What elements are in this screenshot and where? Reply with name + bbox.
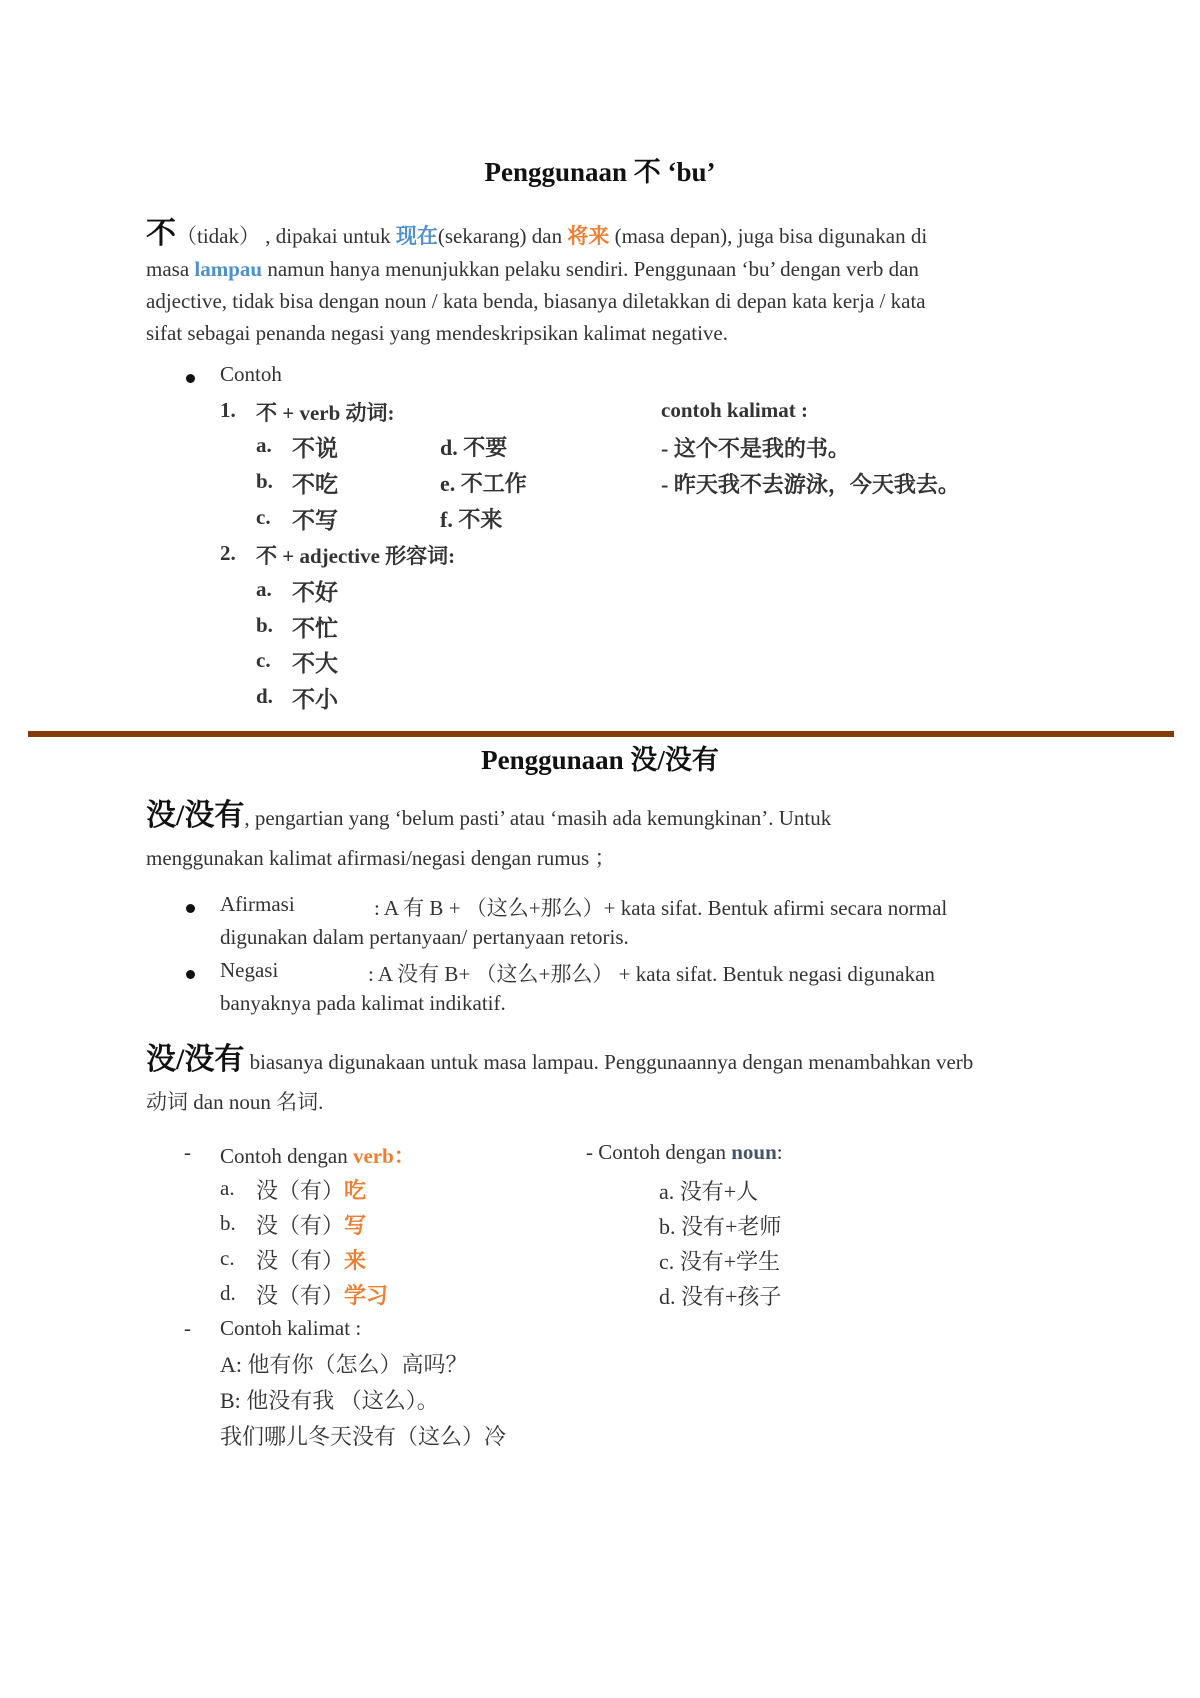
section2-title: Penggunaan 没/没有: [481, 745, 719, 775]
section-divider: [28, 731, 1174, 737]
verb-letter-b: b.: [220, 1211, 236, 1235]
verb-word: 吃: [344, 1178, 367, 1203]
intro-line-3: adjective, tidak bisa dengan noun / kata benda, biasanya diletakkan di depan kata kerja / kata: [146, 289, 926, 313]
usage-text-1: biasanya digunakaan untuk masa lampau. Penggunaannya dengan menambahkan verb: [244, 1050, 974, 1074]
list1-letter-a: a.: [256, 433, 272, 457]
verb-keyword: verb: [352, 1144, 394, 1168]
intro-text-5: namun hanya menunjukkan pelaku sendiri. Penggunaan ‘bu’ dengan verb dan: [262, 257, 919, 281]
intro-line-4: sifat sebagai penanda negasi yang mendeskripsikan kalimat negative.: [146, 321, 728, 345]
negasi-rule: : A 没有 B+ （这么+那么） + kata sifat. Bentuk negasi digunakan: [368, 962, 935, 986]
negasi-label: Negasi: [220, 958, 279, 982]
verb-prefix: 没（有）: [256, 1283, 345, 1308]
future-zh: 将来: [567, 224, 610, 248]
list2-letter-b: b.: [256, 613, 273, 637]
list1-item-c: 不写: [292, 508, 338, 533]
list1-num: 1.: [220, 398, 236, 422]
noun-item-b: b. 没有+老师: [659, 1214, 782, 1239]
s2-intro-line-2: menggunakan kalimat afirmasi/negasi dengan rumus ；: [146, 846, 616, 870]
verb-item-d: [256, 1279, 388, 1310]
contoh-bullet: Contoh: [220, 362, 282, 386]
noun-label: - Contoh dengan: [586, 1140, 732, 1164]
s2-intro-text-1: , pengartian yang ‘belum pasti’ atau ‘masih ada kemungkinan’. Untuk: [244, 806, 832, 830]
verb-item-b: [256, 1209, 366, 1240]
list2-item-d: 不小: [292, 687, 338, 712]
verb-item-a: [256, 1174, 366, 1205]
list1-item-e: e. 不工作: [440, 471, 527, 496]
intro-line-2: [146, 253, 919, 285]
list2-letter-d: d.: [256, 684, 273, 708]
verb-letter-a: a.: [220, 1176, 235, 1200]
example-heading: contoh kalimat :: [661, 398, 808, 422]
intro-line-1: [146, 218, 927, 252]
verb-prefix: 没（有）: [256, 1178, 345, 1203]
sentences-heading: Contoh kalimat :: [220, 1316, 362, 1340]
noun-item-c: c. 没有+学生: [659, 1249, 781, 1274]
list2-num: 2.: [220, 541, 236, 565]
list1-letter-b: b.: [256, 469, 273, 493]
example-sentence-1: - 这个不是我的书。: [661, 436, 850, 461]
list1-item-b: 不吃: [292, 472, 338, 497]
verb-colon: ：: [393, 1144, 415, 1168]
list1-item-d: d. 不要: [440, 435, 508, 460]
list2-letter-c: c.: [256, 648, 271, 672]
past-word: lampau: [194, 257, 263, 281]
list1-item-f: f. 不来: [440, 507, 503, 532]
intro-text-1: （tidak） , dipakai untuk: [176, 224, 396, 248]
verb-word: 来: [344, 1248, 367, 1273]
usage-line-2: 动词 dan noun 名词.: [146, 1090, 324, 1114]
noun-keyword: noun: [731, 1140, 777, 1164]
intro-text-4: masa: [146, 257, 195, 281]
verb-label: Contoh dengan: [220, 1144, 353, 1168]
list2-item-b: 不忙: [292, 616, 338, 641]
list1-heading: 不 + verb 动词:: [256, 401, 395, 425]
sentences-dash: -: [184, 1316, 191, 1340]
mei-char: 没/没有: [146, 799, 245, 832]
bu-char: 不: [146, 217, 176, 250]
verb-examples-heading: [220, 1140, 415, 1170]
verb-letter-c: c.: [220, 1246, 235, 1270]
bullet-icon: [186, 374, 195, 383]
noun-examples-heading: [586, 1140, 783, 1165]
sentence-line-3: 我们哪儿冬天没有（这么）冷: [220, 1424, 507, 1449]
usage-line-1: [146, 1044, 973, 1078]
verb-word: 写: [344, 1213, 367, 1238]
verb-item-c: [256, 1244, 366, 1275]
verb-prefix: 没（有）: [256, 1248, 345, 1273]
verb-word: 学习: [344, 1283, 389, 1308]
bullet-icon: [186, 904, 195, 913]
bullet-icon: [186, 970, 195, 979]
mei-char-2: 没/没有: [146, 1043, 245, 1076]
afirmasi-rule: : A 有 B + （这么+那么）+ kata sifat. Bentuk afirmi secara normal: [374, 896, 948, 920]
negasi-line-2: banyaknya pada kalimat indikatif.: [220, 991, 506, 1015]
verb-prefix: 没（有）: [256, 1213, 345, 1238]
afirmasi-label: Afirmasi: [220, 892, 295, 916]
example-sentence-2: - 昨天我不去游泳，今天我去。: [661, 472, 960, 497]
s2-intro-line-1: [146, 800, 831, 834]
list2-heading: 不 + adjective 形容词:: [256, 544, 456, 568]
verb-letter-d: d.: [220, 1281, 236, 1305]
section1-title: Penggunaan 不 ‘bu’: [484, 157, 716, 187]
list2-item-a: 不好: [292, 580, 338, 605]
noun-colon: :: [776, 1140, 783, 1164]
now-zh: 现在: [395, 224, 438, 248]
list1-letter-c: c.: [256, 505, 271, 529]
afirmasi-line-2: digunakan dalam pertanyaan/ pertanyaan retoris.: [220, 925, 629, 949]
list2-letter-a: a.: [256, 577, 272, 601]
verb-dash: -: [184, 1140, 191, 1164]
intro-text-2: (sekarang) dan: [437, 224, 568, 248]
noun-item-a: a. 没有+人: [659, 1179, 759, 1204]
list2-item-c: 不大: [292, 651, 338, 676]
list1-item-a: 不说: [292, 436, 338, 461]
intro-text-3: (masa depan), juga bisa digunakan di: [609, 224, 928, 248]
noun-item-d: d. 没有+孩子: [659, 1284, 782, 1309]
sentence-line-1: A: 他有你（怎么）高吗？: [220, 1352, 468, 1377]
sentence-line-2: B: 他没有我 （这么）。: [220, 1388, 439, 1413]
